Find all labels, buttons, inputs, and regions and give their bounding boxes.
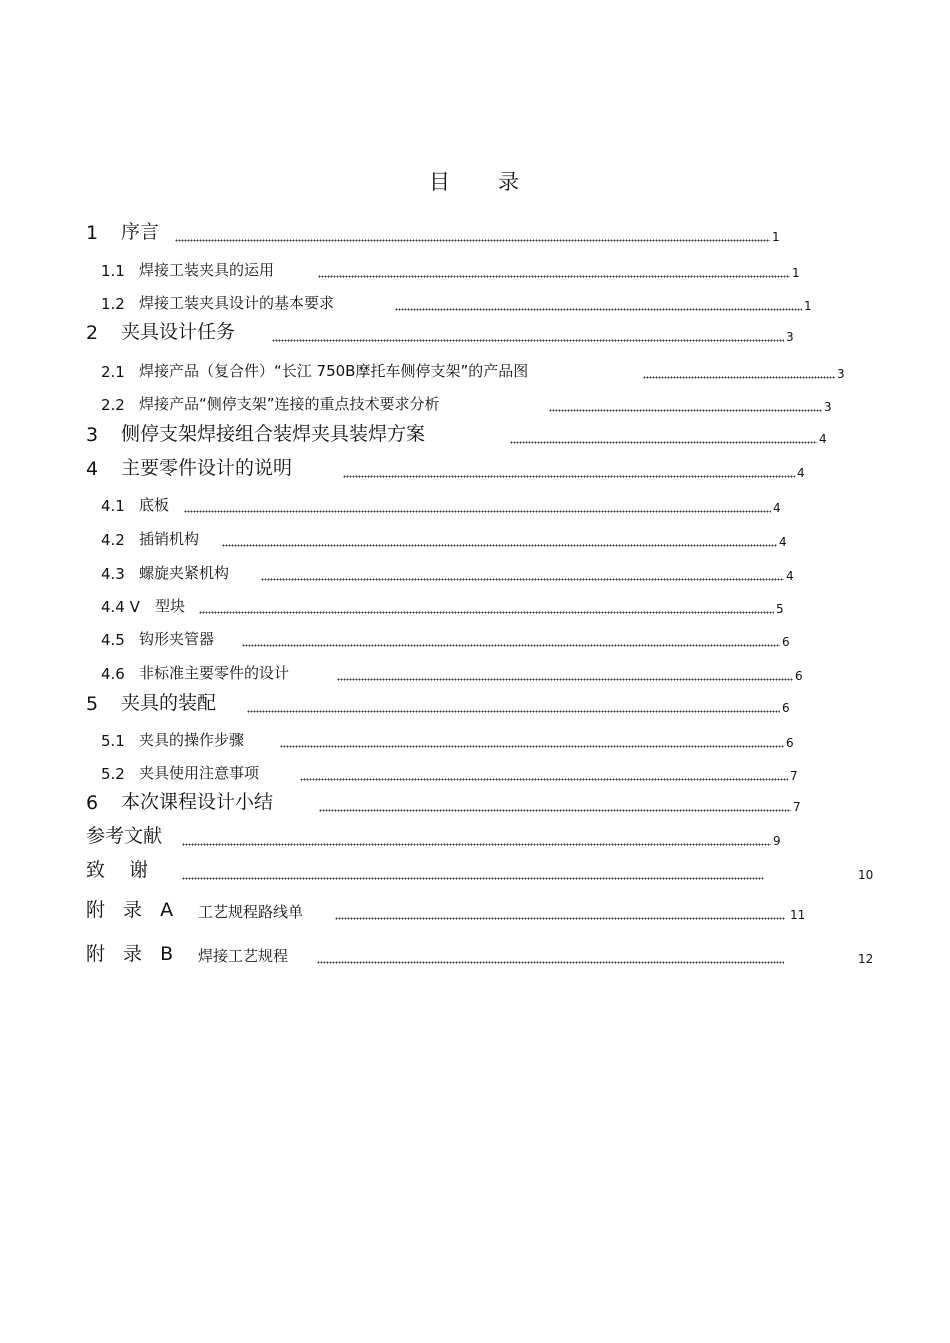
toc-leader-dots	[510, 432, 817, 444]
toc-entry-label: 夹具使用注意事项	[139, 764, 260, 782]
toc-leader-dots	[343, 466, 795, 478]
toc-entry[interactable]	[0, 788, 950, 816]
toc-entry[interactable]	[0, 623, 950, 651]
toc-entry-label: 附 录 A	[86, 899, 180, 921]
toc-entry-label: 参考文献	[86, 825, 163, 847]
toc-entry-page: 4	[773, 501, 781, 515]
toc-entry-page: 6	[782, 635, 790, 649]
toc-entry[interactable]	[0, 523, 950, 551]
toc-entry[interactable]	[0, 489, 950, 517]
toc-entry-number: 4.5	[101, 631, 125, 649]
toc-entry-label: 夹具设计任务	[121, 321, 236, 343]
toc-entry[interactable]	[0, 757, 950, 785]
toc-entry[interactable]	[0, 254, 950, 282]
toc-entry-page: 6	[782, 701, 790, 715]
toc-leader-dots	[643, 367, 835, 379]
toc-entry-label: 侧停支架焊接组合装焊夹具装焊方案	[121, 423, 426, 445]
toc-leader-dots	[222, 535, 777, 547]
toc-entry[interactable]	[0, 420, 950, 448]
toc-leader-dots	[319, 800, 791, 812]
toc-leader-dots	[242, 635, 780, 647]
toc-leader-dots	[175, 230, 770, 242]
toc-entry[interactable]	[0, 355, 950, 383]
toc-entry[interactable]	[0, 557, 950, 585]
toc-entry[interactable]	[0, 454, 950, 482]
toc-entry-label: 焊接工装夹具设计的基本要求	[139, 294, 335, 312]
toc-entry-label: 螺旋夹紧机构	[139, 564, 230, 582]
toc-leader-dots	[272, 330, 784, 342]
toc-leader-dots	[184, 501, 771, 513]
toc-leader-dots	[395, 299, 802, 311]
toc-entry-page: 1	[792, 266, 800, 280]
toc-entry-number: 3	[86, 424, 99, 446]
toc-entry-page: 11	[790, 908, 806, 922]
toc-entry-page: 7	[790, 769, 798, 783]
toc-entry-page: 4	[779, 535, 787, 549]
toc-entry-label: 附 录 B	[86, 943, 180, 965]
toc-leader-dots	[549, 400, 822, 412]
toc-entry-label: 钩形夹管器	[139, 630, 215, 648]
toc-entry-page: 3	[837, 367, 845, 381]
toc-entry-page: 10	[858, 868, 874, 882]
toc-leader-dots	[182, 868, 764, 880]
toc-entry-page: 12	[858, 952, 874, 966]
toc-entry-page: 7	[793, 800, 801, 814]
toc-entry-number: 4.6	[101, 665, 125, 683]
toc-entry[interactable]	[0, 896, 950, 924]
toc-leader-dots	[317, 952, 784, 964]
toc-entry[interactable]	[0, 856, 950, 884]
toc-entry-subtitle: 焊接工艺规程	[198, 947, 289, 965]
toc-entry-number: 1	[86, 222, 99, 244]
toc-entry-label: 焊接产品（复合件）“长江 750B摩托车侧停支架”的产品图	[139, 362, 529, 380]
toc-entry-number: 5	[86, 693, 99, 715]
toc-entry-number: 2.1	[101, 363, 125, 381]
toc-entry-subtitle: 工艺规程路线单	[198, 903, 304, 921]
toc-entry-label: 致 谢	[86, 859, 149, 881]
toc-title-left: 目	[429, 170, 452, 194]
toc-entry-page: 4	[786, 569, 794, 583]
toc-leader-dots	[300, 769, 788, 781]
toc-entry-number: 5.2	[101, 765, 125, 783]
toc-entry-page: 1	[772, 230, 780, 244]
toc-entry-label: 非标准主要零件的设计	[139, 664, 290, 682]
toc-entry-number: 1.2	[101, 295, 125, 313]
toc-entry-number: 4	[86, 458, 99, 480]
toc-entry[interactable]	[0, 388, 950, 416]
toc-entry[interactable]	[0, 822, 950, 850]
toc-entry[interactable]	[0, 318, 950, 346]
toc-entry[interactable]	[0, 940, 950, 968]
toc-leader-dots	[247, 701, 780, 713]
toc-entry-label: 型块	[155, 597, 186, 615]
toc-entry-page: 3	[786, 330, 794, 344]
toc-entry-number: 4.2	[101, 531, 125, 549]
toc-entry-number: 1.1	[101, 262, 125, 280]
toc-entry-page: 6	[786, 736, 794, 750]
toc-leader-dots	[280, 736, 784, 748]
toc-entry-number: 4.4 V	[101, 598, 140, 616]
toc-entry[interactable]	[0, 689, 950, 717]
toc-title-right: 录	[498, 170, 521, 194]
toc-entry-number: 6	[86, 792, 99, 814]
toc-entry-number: 5.1	[101, 732, 125, 750]
toc-entry-label: 焊接工装夹具的运用	[139, 261, 275, 279]
toc-leader-dots	[261, 569, 784, 581]
toc-entry-number: 4.3	[101, 565, 125, 583]
toc-entry-page: 9	[773, 834, 781, 848]
toc-entry-label: 插销机构	[139, 530, 200, 548]
toc-entry-page: 4	[797, 466, 805, 480]
toc-entry[interactable]	[0, 218, 950, 246]
toc-entry[interactable]	[0, 657, 950, 685]
toc-entry[interactable]	[0, 724, 950, 752]
toc-entry-label: 焊接产品“侧停支架”连接的重点技术要求分析	[139, 395, 440, 413]
toc-entry-page: 5	[776, 602, 784, 616]
toc-entry-page: 3	[824, 400, 832, 414]
toc-title	[0, 166, 950, 196]
toc-leader-dots	[199, 602, 774, 614]
toc-entry-label: 底板	[139, 496, 170, 514]
toc-entry-page: 6	[795, 669, 803, 683]
toc-entry-page: 4	[819, 432, 827, 446]
toc-leader-dots	[182, 834, 771, 846]
toc-entry-label: 序言	[121, 221, 160, 243]
toc-entry-number: 2	[86, 322, 99, 344]
toc-entry-number: 4.1	[101, 497, 125, 515]
toc-entry-number: 2.2	[101, 396, 125, 414]
toc-entry-label: 夹具的装配	[121, 692, 217, 714]
toc-entry[interactable]	[0, 287, 950, 315]
toc-entry-label: 本次课程设计小结	[121, 791, 274, 813]
toc-entry-label: 夹具的操作步骤	[139, 731, 245, 749]
toc-leader-dots	[337, 669, 793, 681]
toc-leader-dots	[318, 266, 790, 278]
toc-leader-dots	[335, 908, 785, 920]
toc-entry[interactable]	[0, 590, 950, 618]
toc-entry-page: 1	[804, 299, 812, 313]
toc-entry-label: 主要零件设计的说明	[121, 457, 293, 479]
